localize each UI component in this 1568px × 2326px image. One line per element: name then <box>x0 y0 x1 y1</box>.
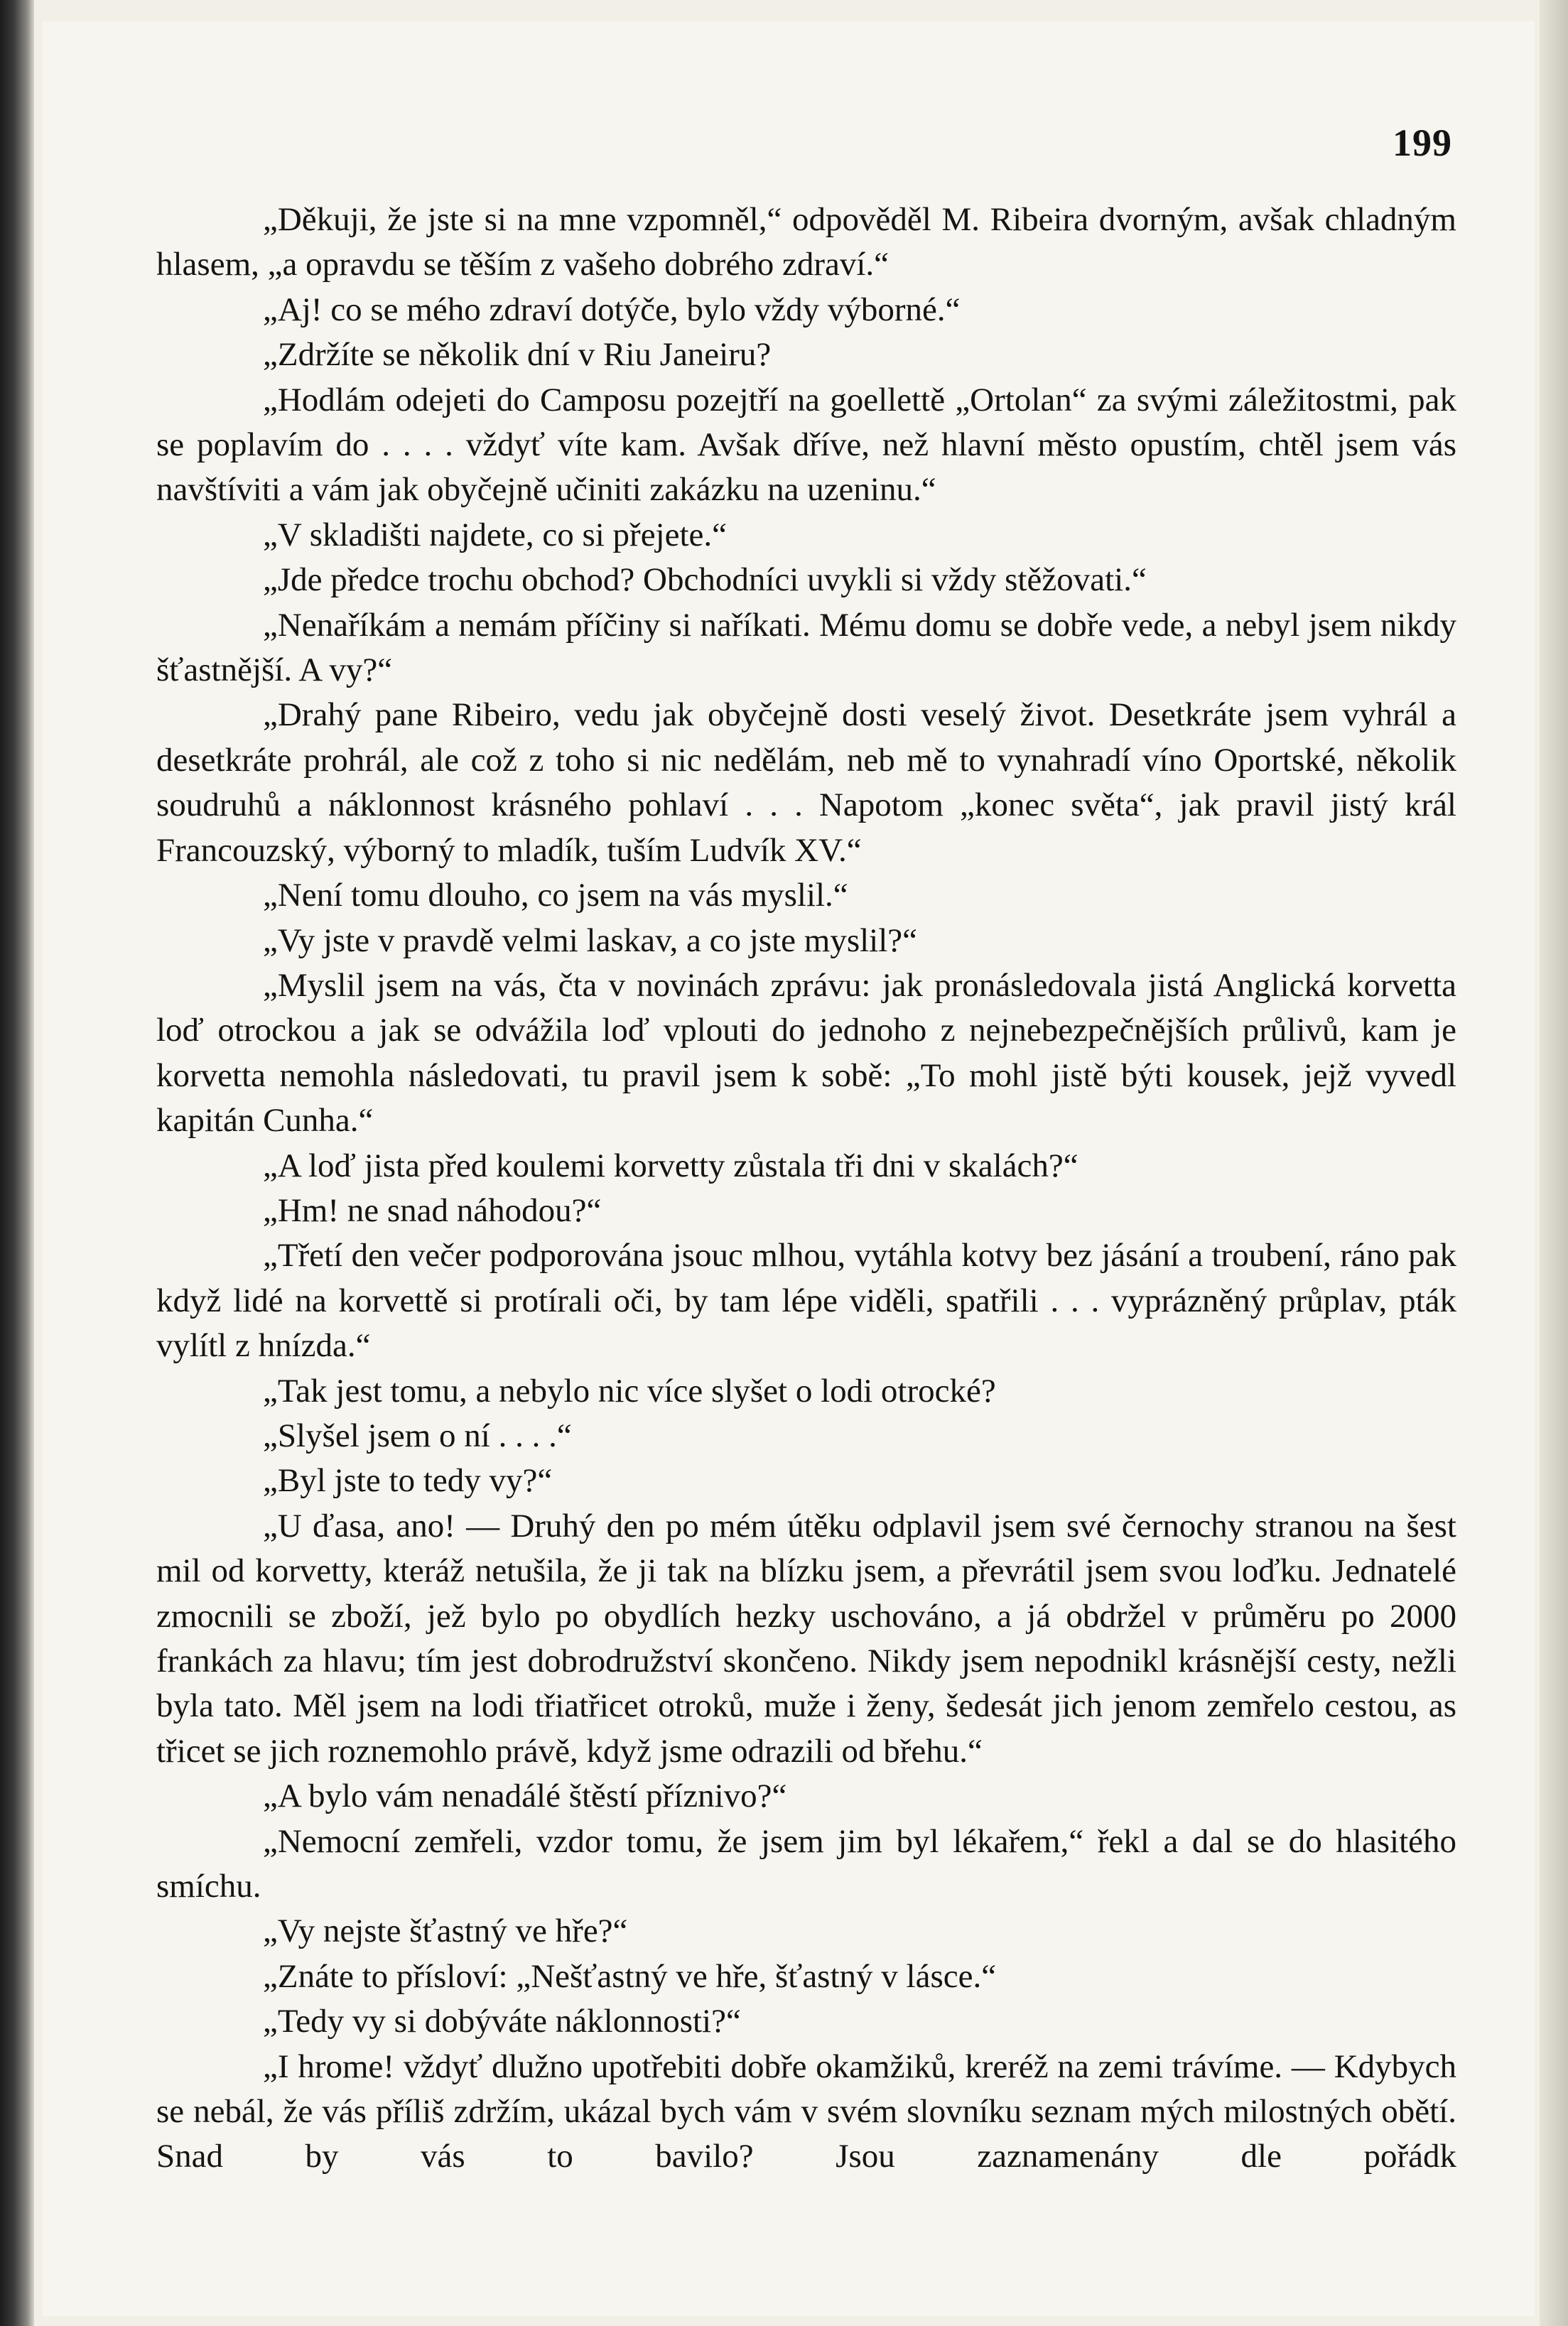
paragraph: „I hrome! vždyť dlužno upotřebiti dobře okamžiků, kreréž na zemi trávíme. — Kdybych se nebál, že vás příliš zdržím, ukázal bych vám v svém slovníku seznam mých milostných obětí. Snad by vás to bavilo? Jsou zaznamenány dle pořádk <box>156 2048 1456 2175</box>
paragraph: „Nemocní zemřeli, vzdor tomu, že jsem jim byl lékařem,“ řekl a dal se do hlasitého smíchu. <box>156 1822 1456 1905</box>
paragraph: „Děkuji, že jste si na mne vzpomněl,“ odpověděl M. Ribeira dvorným, avšak chladným hlasem, „a opravdu se těším z vašeho dobrého zdraví.“ <box>156 201 1456 283</box>
paragraph: „Vy jste v pravdě velmi laskav, a co jste myslil?“ <box>263 921 918 959</box>
paragraph: „Myslil jsem na vás, čta v novinách zprávu: jak pronásledovala jistá Anglická korvetta loď otrockou a jak se odvážila loď vplouti do jednoho z nejnebezpečnějších průlivů, kam je korvetta nemohla následovati, tu pravil jsem k sobě: „To mohl jistě býti kousek, jejž vyvedl kapitán Cunha.“ <box>156 966 1456 1140</box>
paragraph: „Byl jste to tedy vy?“ <box>263 1462 553 1500</box>
paragraph: „Třetí den večer podporována jsouc mlhou, vytáhla kotvy bez jásání a troubení, ráno pak když lidé na korvettě si protírali oči, by tam lépe viděli, spatřili . . . vyprázněný průplav, pták vylítl z hnízda.“ <box>156 1237 1456 1365</box>
paragraph: „A bylo vám nenadálé štěstí příznivo?“ <box>263 1778 787 1815</box>
paragraph: „Aj! co se mého zdraví dotýče, bylo vždy výborné.“ <box>263 291 961 328</box>
book-page <box>43 21 1535 2316</box>
paragraph: „Tedy vy si dobýváte náklonnosti?“ <box>263 2003 741 2040</box>
paragraph: „Hodlám odejeti do Camposu pozejtří na goellettě „Ortolan“ za svými záležitostmi, pak se poplavím do . . . . vždyť víte kam. Avšak dříve, než hlavní město opustím, chtěl jsem vás navštíviti a vám jak obyčejně učiniti zakázku na uzeninu.“ <box>156 381 1456 509</box>
paragraph: „Nenaříkám a nemám příčiny si naříkati. Mému domu se dobře vede, a nebyl jsem nikdy šťastnější. A vy?“ <box>156 606 1456 689</box>
paragraph: „U ďasa, ano! — Druhý den po mém útěku odplavil jsem své černochy stranou na šest mil od korvetty, kteráž netušila, že ji tak na blízku jsem, a převrátil jsem svou loďku. Jednatelé zmocnili se zboží, jež bylo po obydlích hezky uschováno, a já obdržel v průměru po 2000 frankách za hlavu; tím jest dobrodružství skončeno. Nikdy jsem nepodnikl krásnější cesty, nežli byla tato. Měl jsem na lodi třiatřicet otroků, muže i ženy, šedesát jich jenom zemřelo cestou, as třicet se jich roznemohlo právě, když jsme odrazili od břehu.“ <box>156 1507 1456 1770</box>
page-number: 199 <box>1393 121 1452 164</box>
paragraph: „Tak jest tomu, a nebylo nic více slyšet o lodi otrocké? <box>263 1372 996 1410</box>
book-spine-shadow <box>0 0 34 2326</box>
page-body-text <box>156 198 1456 2180</box>
paragraph: „Slyšel jsem o ní . . . .“ <box>263 1417 572 1454</box>
page-edge-shadow <box>1540 0 1568 2326</box>
paragraph: „Znáte to přísloví: „Nešťastný ve hře, šťastný v lásce.“ <box>263 1957 997 1995</box>
paragraph: „Vy nejste šťastný ve hře?“ <box>263 1913 628 1950</box>
paragraph: „Drahý pane Ribeiro, vedu jak obyčejně dosti veselý život. Desetkráte jsem vyhrál a desetkráte prohrál, ale což z toho si nic nedělám, neb mě to vynahradí víno Oportské, několik soudruhů a náklonnost krásného pohlaví . . . Napotom „konec světa“, jak pravil jistý král Francouzský, výborný to mladík, tuším Ludvík XV.“ <box>156 696 1456 869</box>
paragraph: „Hm! ne snad náhodou?“ <box>263 1191 602 1229</box>
paragraph: „Zdržíte se několik dní v Riu Janeiru? <box>263 336 772 374</box>
paragraph: „V skladišti najdete, co si přejete.“ <box>263 516 727 553</box>
paragraph: „Není tomu dlouho, co jsem na vás myslil.“ <box>263 877 848 914</box>
paragraph: „Jde předce trochu obchod? Obchodníci uvykli si vždy stěžovati.“ <box>263 561 1147 599</box>
paragraph: „A loď jista před koulemi korvetty zůstala tři dni v skalách?“ <box>263 1147 1078 1184</box>
